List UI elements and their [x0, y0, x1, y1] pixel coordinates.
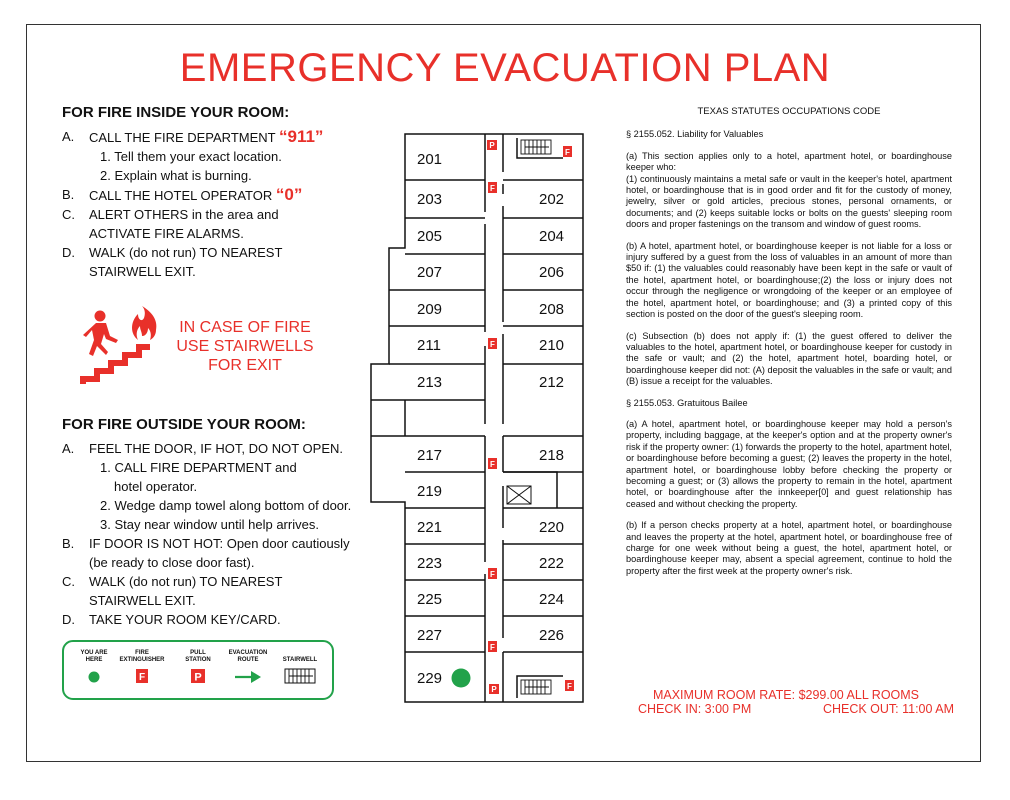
room-201: 201	[417, 151, 443, 168]
check-in-time: CHECK IN: 3:00 PM	[638, 702, 752, 716]
inside-step-d: D. WALK (do not run) TO NEAREST	[62, 245, 283, 260]
room-207: 207	[417, 264, 443, 281]
room-208: 208	[539, 301, 565, 318]
room-203: 203	[417, 191, 443, 208]
pull-station-marker-bottom	[489, 684, 499, 694]
svg-text:P: P	[489, 141, 495, 150]
room-209: 209	[417, 301, 443, 318]
room-225: 225	[417, 591, 443, 608]
operator-number: “0”	[275, 185, 303, 204]
inside-header: FOR FIRE INSIDE YOUR ROOM:	[62, 104, 290, 121]
max-room-rate: MAXIMUM ROOM RATE: $299.00 ALL ROOMS	[652, 688, 920, 702]
inside-step-a-sub2: 2. Explain what is burning.	[100, 168, 252, 183]
legend-evacuation-route: EVACUATION ROUTE	[218, 650, 278, 687]
svg-text:P: P	[491, 685, 497, 694]
outside-step-a: A. FEEL THE DOOR, IF HOT, DO NOT OPEN.	[62, 441, 344, 456]
svg-text:F: F	[490, 340, 495, 349]
outside-header: FOR FIRE OUTSIDE YOUR ROOM:	[62, 416, 306, 433]
outside-step-c: C. WALK (do not run) TO NEAREST	[62, 574, 283, 589]
inside-step-c: C. ALERT OTHERS in the area and	[62, 207, 279, 222]
building-outline	[371, 134, 583, 702]
inside-step-d-cont: STAIRWELL EXIT.	[89, 264, 196, 279]
section-2155-053-a: (a) A hotel, apartment hotel, or boardinghouse keeper may hold a person's property, including baggage, at the keeper's option and at the property owner's risk if the property owner: (1) forwards the property to the hotel, apartment hotel, or boardinghouse before becoming a guest; (2) leaves the property in the hotel, apartment hotel, or boardinghouse lobby before checking the property or becoming a guest; or (3) allows the property to remain in the hotel, apartment hotel, or boardinghouse after the innkeeper[0] and guest relationship has ceased and without checking the property.	[626, 418, 952, 509]
inside-step-a-sub1: 1. Tell them your exact location.	[100, 149, 282, 164]
outside-step-a-sub1-cont: hotel operator.	[114, 479, 198, 494]
room-rate-info	[626, 688, 966, 716]
legend-pull-station: PULL STATION P	[185, 650, 211, 684]
room-217: 217	[417, 447, 443, 464]
svg-text:F: F	[567, 682, 572, 691]
room-220: 220	[539, 519, 565, 536]
floor-plan	[369, 132, 601, 704]
pull-station-icon	[190, 668, 206, 684]
room-213: 213	[417, 374, 443, 391]
statutes-text	[626, 106, 952, 587]
room-223: 223	[417, 555, 443, 572]
stairwell-icon	[284, 668, 316, 684]
room-229: 229	[417, 670, 443, 687]
room-212: 212	[539, 374, 565, 391]
svg-text:F: F	[138, 672, 146, 683]
you-are-here-marker	[452, 669, 471, 688]
room-219: 219	[417, 483, 443, 500]
inside-step-a: A. CALL THE FIRE DEPARTMENT “911”	[62, 127, 324, 146]
room-226: 226	[539, 627, 565, 644]
you-are-here-icon	[87, 670, 101, 684]
inside-step-c-cont: ACTIVATE FIRE ALARMS.	[89, 226, 244, 241]
outside-step-b-cont: (be ready to close door fast).	[89, 555, 255, 570]
section-2155-052-c: (c) Subsection (b) does not apply if: (1) the guest offered to deliver the valuables to the hotel, apartment hotel, or boardinghouse keeper for custody in the safe or vault; and (2) the hotel, apartment hotel, boarding hotel, or boardinghouse keeper did not: (A) deposit the valuables in the safe or vault; and (B) issue a receipt for the valuables.	[626, 330, 952, 387]
room-224: 224	[539, 591, 565, 608]
outside-step-a-sub1: 1. CALL FIRE DEPARTMENT and	[100, 460, 297, 475]
room-202: 202	[539, 191, 565, 208]
outside-step-a-sub2: 2. Wedge damp towel along bottom of door.	[100, 498, 352, 513]
outside-step-b: B. IF DOOR IS NOT HOT: Open door cautiously	[62, 536, 350, 551]
room-222: 222	[539, 555, 565, 572]
section-2155-052-title: § 2155.052. Liability for Valuables	[626, 129, 764, 140]
room-204: 204	[539, 228, 565, 245]
stairwell-top-icon	[521, 140, 551, 154]
svg-text:F: F	[490, 460, 495, 469]
room-205: 205	[417, 228, 443, 245]
room-221: 221	[417, 519, 443, 536]
section-2155-053-b: (b) If a person checks property at a hotel, apartment hotel, or boardinghouse and leaves the property at the hotel, apartment hotel, or boardinghouse free of charge for one week without being a guest, the hotel, apartment hotel, or boardinghouse keeper may, absent a special agreement, continue to hold the property after the first week at the property owner's risk.	[626, 520, 952, 576]
svg-text:P: P	[194, 671, 202, 684]
svg-text:F: F	[490, 184, 495, 193]
page-title: EMERGENCY EVACUATION PLAN	[179, 46, 831, 90]
fire-use-stairwells-text: IN CASE OF FIRE USE STAIRWELLS FOR EXIT	[176, 319, 314, 374]
room-206: 206	[539, 264, 565, 281]
statutes-title: TEXAS STATUTES OCCUPATIONS CODE	[697, 106, 881, 117]
outside-step-c-cont: STAIRWELL EXIT.	[89, 593, 196, 608]
stairwell-bottom-icon	[521, 680, 551, 694]
room-211: 211	[417, 337, 441, 354]
room-227: 227	[417, 627, 443, 644]
section-2155-052-a: (a) This section applies only to a hotel, apartment hotel, or boardinghouse keeper who: (1) continuously maintains a metal safe or vault in the keeper's hotel, apartment hotel, or boardinghouse that is in good order and fit for the custody of money, jewelry, silver or gold articles, precious stones, personal ornaments, or documents; and (2) keeps suitable locks or bolts on the guests' sleeping room doors and proper fastenings on the transom and window of guest rooms.	[626, 150, 952, 230]
envelope-vending-icon	[507, 486, 531, 504]
evacuation-route-arrow-icon	[234, 670, 262, 684]
inside-instructions	[62, 104, 362, 281]
map-legend	[62, 640, 334, 700]
legend-fire-extinguisher: FIRE EXTINGUISHER F	[119, 650, 165, 683]
svg-text:F: F	[490, 643, 495, 652]
outside-step-d: D. TAKE YOUR ROOM KEY/CARD.	[62, 612, 281, 627]
section-2155-053-title: § 2155.053. Gratuitous Bailee	[626, 397, 748, 408]
emergency-number: “911”	[279, 127, 324, 146]
svg-text:F: F	[565, 148, 570, 157]
outside-step-a-sub3: 3. Stay near window until help arrives.	[100, 517, 319, 532]
svg-text:F: F	[490, 570, 495, 579]
fire-extinguisher-icon	[135, 668, 149, 684]
legend-stairwell: STAIRWELL	[270, 650, 330, 687]
room-210: 210	[539, 337, 565, 354]
pull-station-marker-top	[487, 140, 497, 150]
outside-instructions	[62, 416, 362, 629]
legend-you-are-here: YOU ARE HERE	[64, 650, 124, 687]
section-2155-052-b: (b) A hotel, apartment hotel, or boardinghouse keeper is not liable for a loss or injury suffered by a guest from the loss of valuables in an amount of more than $50 if: (1) the valuables could reasonably have been kept in the safe or vault of the hotel, apartment hotel, or boardinghouse;(2) the loss or injury does not occur through the negligence or wrongdoing of the keeper or an employee of the hotel, apartment hotel, or boardinghouse; and (3) a printed copy of this section is posted on the door of the guest's sleeping room.	[626, 240, 952, 320]
room-218: 218	[539, 447, 565, 464]
check-out-time: CHECK OUT: 11:00 AM	[822, 702, 954, 716]
inside-step-b: B. CALL THE HOTEL OPERATOR “0”	[62, 185, 303, 204]
